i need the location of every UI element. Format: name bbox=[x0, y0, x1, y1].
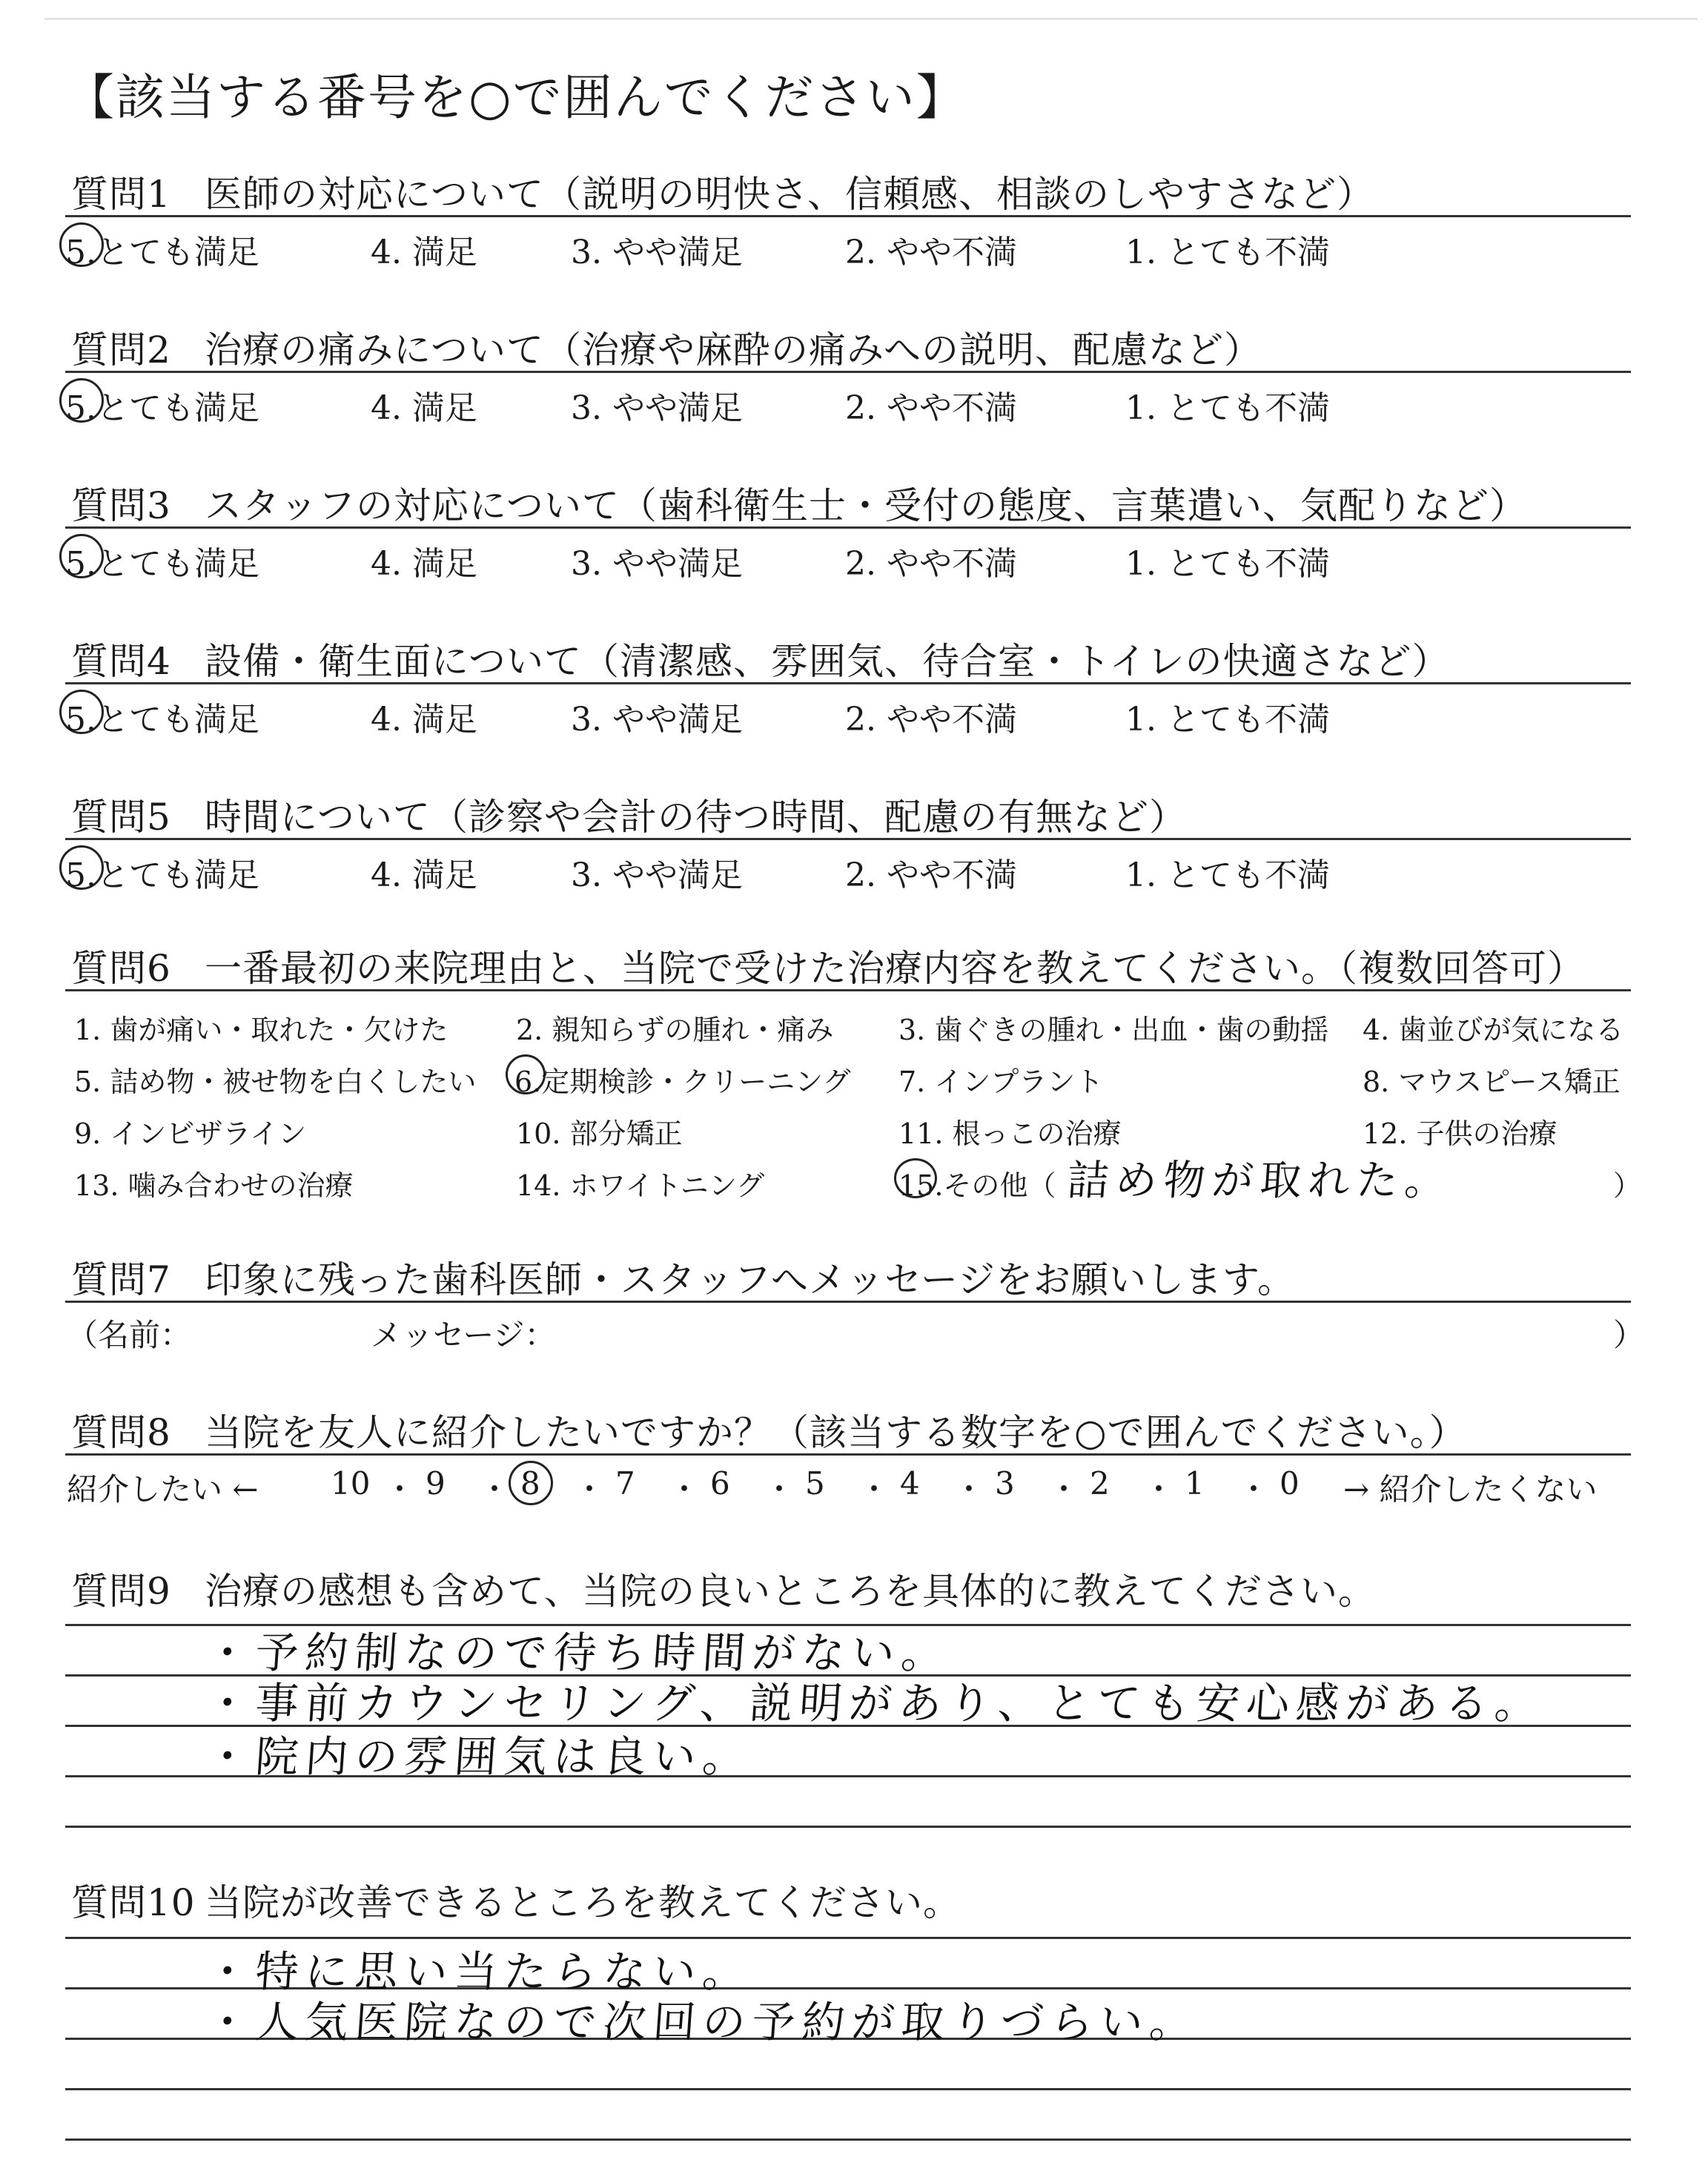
reason-option-1[interactable]: 1. 歯が痛い・取れた・欠けた bbox=[74, 1014, 448, 1046]
recommend-score-1[interactable]: 1 bbox=[1185, 1465, 1205, 1502]
question-label: 質問3 bbox=[71, 484, 171, 527]
name-field-label: （名前： bbox=[67, 1317, 192, 1353]
scale-separator: ・ bbox=[858, 1471, 890, 1507]
handwritten-answer[interactable]: ・特に思い当たらない。 bbox=[204, 1946, 755, 1997]
scale-separator: ・ bbox=[669, 1471, 701, 1507]
rating-option-5[interactable]: 5.とても満足 bbox=[65, 389, 259, 427]
recommend-score-5[interactable]: 5 bbox=[805, 1465, 825, 1502]
recommend-score-10[interactable]: 10 bbox=[331, 1465, 371, 1502]
question-label: 質問10 bbox=[71, 1881, 196, 1924]
reason-option-4[interactable]: 4. 歯並びが気になる bbox=[1363, 1014, 1624, 1046]
scan-top-edge bbox=[44, 18, 1698, 20]
underline bbox=[65, 838, 1631, 840]
handwritten-answer[interactable]: ・人気医院なので次回の予約が取りづらい。 bbox=[204, 1997, 1202, 2047]
rating-option-2[interactable]: 2. やや不満 bbox=[845, 545, 1017, 583]
scale-separator: ・ bbox=[1238, 1471, 1270, 1507]
question-label: 質問5 bbox=[71, 796, 171, 839]
underline bbox=[65, 682, 1631, 684]
handwritten-answer[interactable]: ・予約制なので待ち時間がない。 bbox=[204, 1628, 953, 1678]
recommend-score-7[interactable]: 7 bbox=[615, 1465, 635, 1502]
recommend-score-4[interactable]: 4 bbox=[900, 1465, 920, 1502]
reason-option-13[interactable]: 13. 噛み合わせの治療 bbox=[74, 1169, 354, 1202]
rating-option-1[interactable]: 1. とても不満 bbox=[1125, 389, 1330, 427]
rating-option-4[interactable]: 4. 満足 bbox=[371, 545, 477, 583]
scale-separator: ・ bbox=[1143, 1471, 1175, 1507]
question-text: 当院が改善できるところを教えてください。 bbox=[205, 1881, 961, 1924]
question-label: 質問8 bbox=[71, 1411, 171, 1454]
rating-option-4[interactable]: 4. 満足 bbox=[371, 234, 477, 271]
rating-option-4[interactable]: 4. 満足 bbox=[371, 701, 477, 739]
reason-option-12[interactable]: 12. 子供の治療 bbox=[1363, 1117, 1558, 1150]
reason-option-6[interactable]: 6.定期検診・クリーニング bbox=[514, 1066, 851, 1098]
scale-separator: ・ bbox=[384, 1471, 416, 1507]
rating-option-2[interactable]: 2. やや不満 bbox=[845, 701, 1017, 739]
rating-option-1[interactable]: 1. とても不満 bbox=[1125, 856, 1330, 894]
reason-option-2[interactable]: 2. 親知らずの腫れ・痛み bbox=[516, 1014, 834, 1046]
underline bbox=[65, 1453, 1631, 1456]
recommend-score-3[interactable]: 3 bbox=[995, 1465, 1015, 1502]
rating-option-5[interactable]: 5.とても満足 bbox=[65, 234, 259, 271]
rating-option-5[interactable]: 5.とても満足 bbox=[65, 545, 259, 583]
question-text: 医師の対応について（説明の明快さ、信頼感、相談のしやすさなど） bbox=[205, 173, 1374, 216]
question-text: 時間について（診察や会計の待つ時間、配慮の有無など） bbox=[205, 796, 1187, 839]
rating-option-2[interactable]: 2. やや不満 bbox=[845, 856, 1017, 894]
rating-option-4[interactable]: 4. 満足 bbox=[371, 856, 477, 894]
reason-option-7[interactable]: 7. インプラント bbox=[898, 1066, 1104, 1098]
rating-option-2[interactable]: 2. やや不満 bbox=[845, 389, 1017, 427]
scale-separator: ・ bbox=[764, 1471, 795, 1507]
question-label: 質問9 bbox=[71, 1570, 171, 1613]
message-close-paren: ） bbox=[1613, 1317, 1645, 1353]
recommend-score-6[interactable]: 6 bbox=[710, 1465, 730, 1502]
underline bbox=[65, 215, 1631, 217]
reason-option-14[interactable]: 14. ホワイトニング bbox=[516, 1169, 765, 1202]
rating-option-3[interactable]: 3. やや満足 bbox=[571, 856, 743, 894]
reason-option-10[interactable]: 10. 部分矯正 bbox=[516, 1117, 683, 1150]
underline bbox=[65, 526, 1631, 529]
rating-option-2[interactable]: 2. やや不満 bbox=[845, 234, 1017, 271]
scale-separator: ・ bbox=[1048, 1471, 1080, 1507]
recommend-score-8[interactable]: 8 bbox=[520, 1465, 540, 1502]
reason-option-15[interactable]: 15.その他（ bbox=[898, 1169, 1056, 1202]
recommend-score-0[interactable]: 0 bbox=[1280, 1465, 1300, 1502]
other-close-paren: ） bbox=[1613, 1169, 1642, 1202]
other-handwritten-answer[interactable]: 詰め物が取れた。 bbox=[1065, 1157, 1454, 1205]
underline bbox=[65, 1301, 1631, 1303]
handwritten-answer[interactable]: ・院内の雰囲気は良い。 bbox=[204, 1731, 755, 1782]
recommend-score-9[interactable]: 9 bbox=[426, 1465, 446, 1502]
rating-option-5[interactable]: 5.とても満足 bbox=[65, 701, 259, 739]
reason-option-3[interactable]: 3. 歯ぐきの腫れ・出血・歯の動揺 bbox=[898, 1014, 1329, 1046]
selection-circle bbox=[509, 1461, 553, 1505]
question-text: スタッフの対応について（歯科衛生士・受付の態度、言葉遣い、気配りなど） bbox=[205, 484, 1527, 527]
rating-option-3[interactable]: 3. やや満足 bbox=[571, 701, 743, 739]
question-label: 質問7 bbox=[71, 1258, 171, 1301]
question-label: 質問6 bbox=[71, 947, 171, 990]
recommend-right-label: → 紹介したくない bbox=[1343, 1471, 1598, 1507]
reason-option-11[interactable]: 11. 根っこの治療 bbox=[898, 1117, 1122, 1150]
question-text: 当院を友人に紹介したいですか？（該当する数字を○で囲んでください。） bbox=[205, 1411, 1467, 1454]
question-text: 一番最初の来院理由と、当院で受けた治療内容を教えてください。（複数回答可） bbox=[205, 947, 1585, 990]
reason-option-8[interactable]: 8. マウスピース矯正 bbox=[1363, 1066, 1621, 1098]
reason-option-9[interactable]: 9. インビザライン bbox=[74, 1117, 307, 1150]
question-text: 治療の痛みについて（治療や麻酔の痛みへの説明、配慮など） bbox=[205, 328, 1262, 371]
question-label: 質問2 bbox=[71, 328, 171, 371]
rating-option-1[interactable]: 1. とても不満 bbox=[1125, 545, 1330, 583]
scale-separator: ・ bbox=[479, 1471, 511, 1507]
underline bbox=[65, 371, 1631, 373]
scale-separator: ・ bbox=[953, 1471, 985, 1507]
question-text: 設備・衛生面について（清潔感、雰囲気、待合室・トイレの快適さなど） bbox=[205, 640, 1450, 683]
answer-line bbox=[65, 2138, 1631, 2141]
page-title: 【該当する番号を○で囲んでください】 bbox=[65, 69, 967, 126]
rating-option-1[interactable]: 1. とても不満 bbox=[1125, 234, 1330, 271]
question-text: 治療の感想も含めて、当院の良いところを具体的に教えてください。 bbox=[205, 1570, 1376, 1613]
recommend-score-2[interactable]: 2 bbox=[1090, 1465, 1110, 1502]
scale-separator: ・ bbox=[574, 1471, 606, 1507]
rating-option-1[interactable]: 1. とても不満 bbox=[1125, 701, 1330, 739]
question-text: 印象に残った歯科医師・スタッフへメッセージをお願いします。 bbox=[205, 1258, 1295, 1301]
question-label: 質問1 bbox=[71, 173, 171, 216]
rating-option-3[interactable]: 3. やや満足 bbox=[571, 234, 743, 271]
answer-line bbox=[65, 2088, 1631, 2090]
rating-option-4[interactable]: 4. 満足 bbox=[371, 389, 477, 427]
recommend-left-label: 紹介したい ← bbox=[67, 1471, 259, 1507]
handwritten-answer[interactable]: ・事前カウンセリング、説明があり、とても安心感がある。 bbox=[204, 1678, 1546, 1728]
rating-option-3[interactable]: 3. やや満足 bbox=[571, 389, 743, 427]
answer-line bbox=[65, 1826, 1631, 1828]
underline bbox=[65, 989, 1631, 991]
rating-option-5[interactable]: 5.とても満足 bbox=[65, 856, 259, 894]
rating-option-3[interactable]: 3. やや満足 bbox=[571, 545, 743, 583]
question-label: 質問4 bbox=[71, 640, 171, 683]
reason-option-5[interactable]: 5. 詰め物・被せ物を白くしたい bbox=[74, 1066, 477, 1098]
message-field-label: メッセージ： bbox=[371, 1317, 556, 1353]
